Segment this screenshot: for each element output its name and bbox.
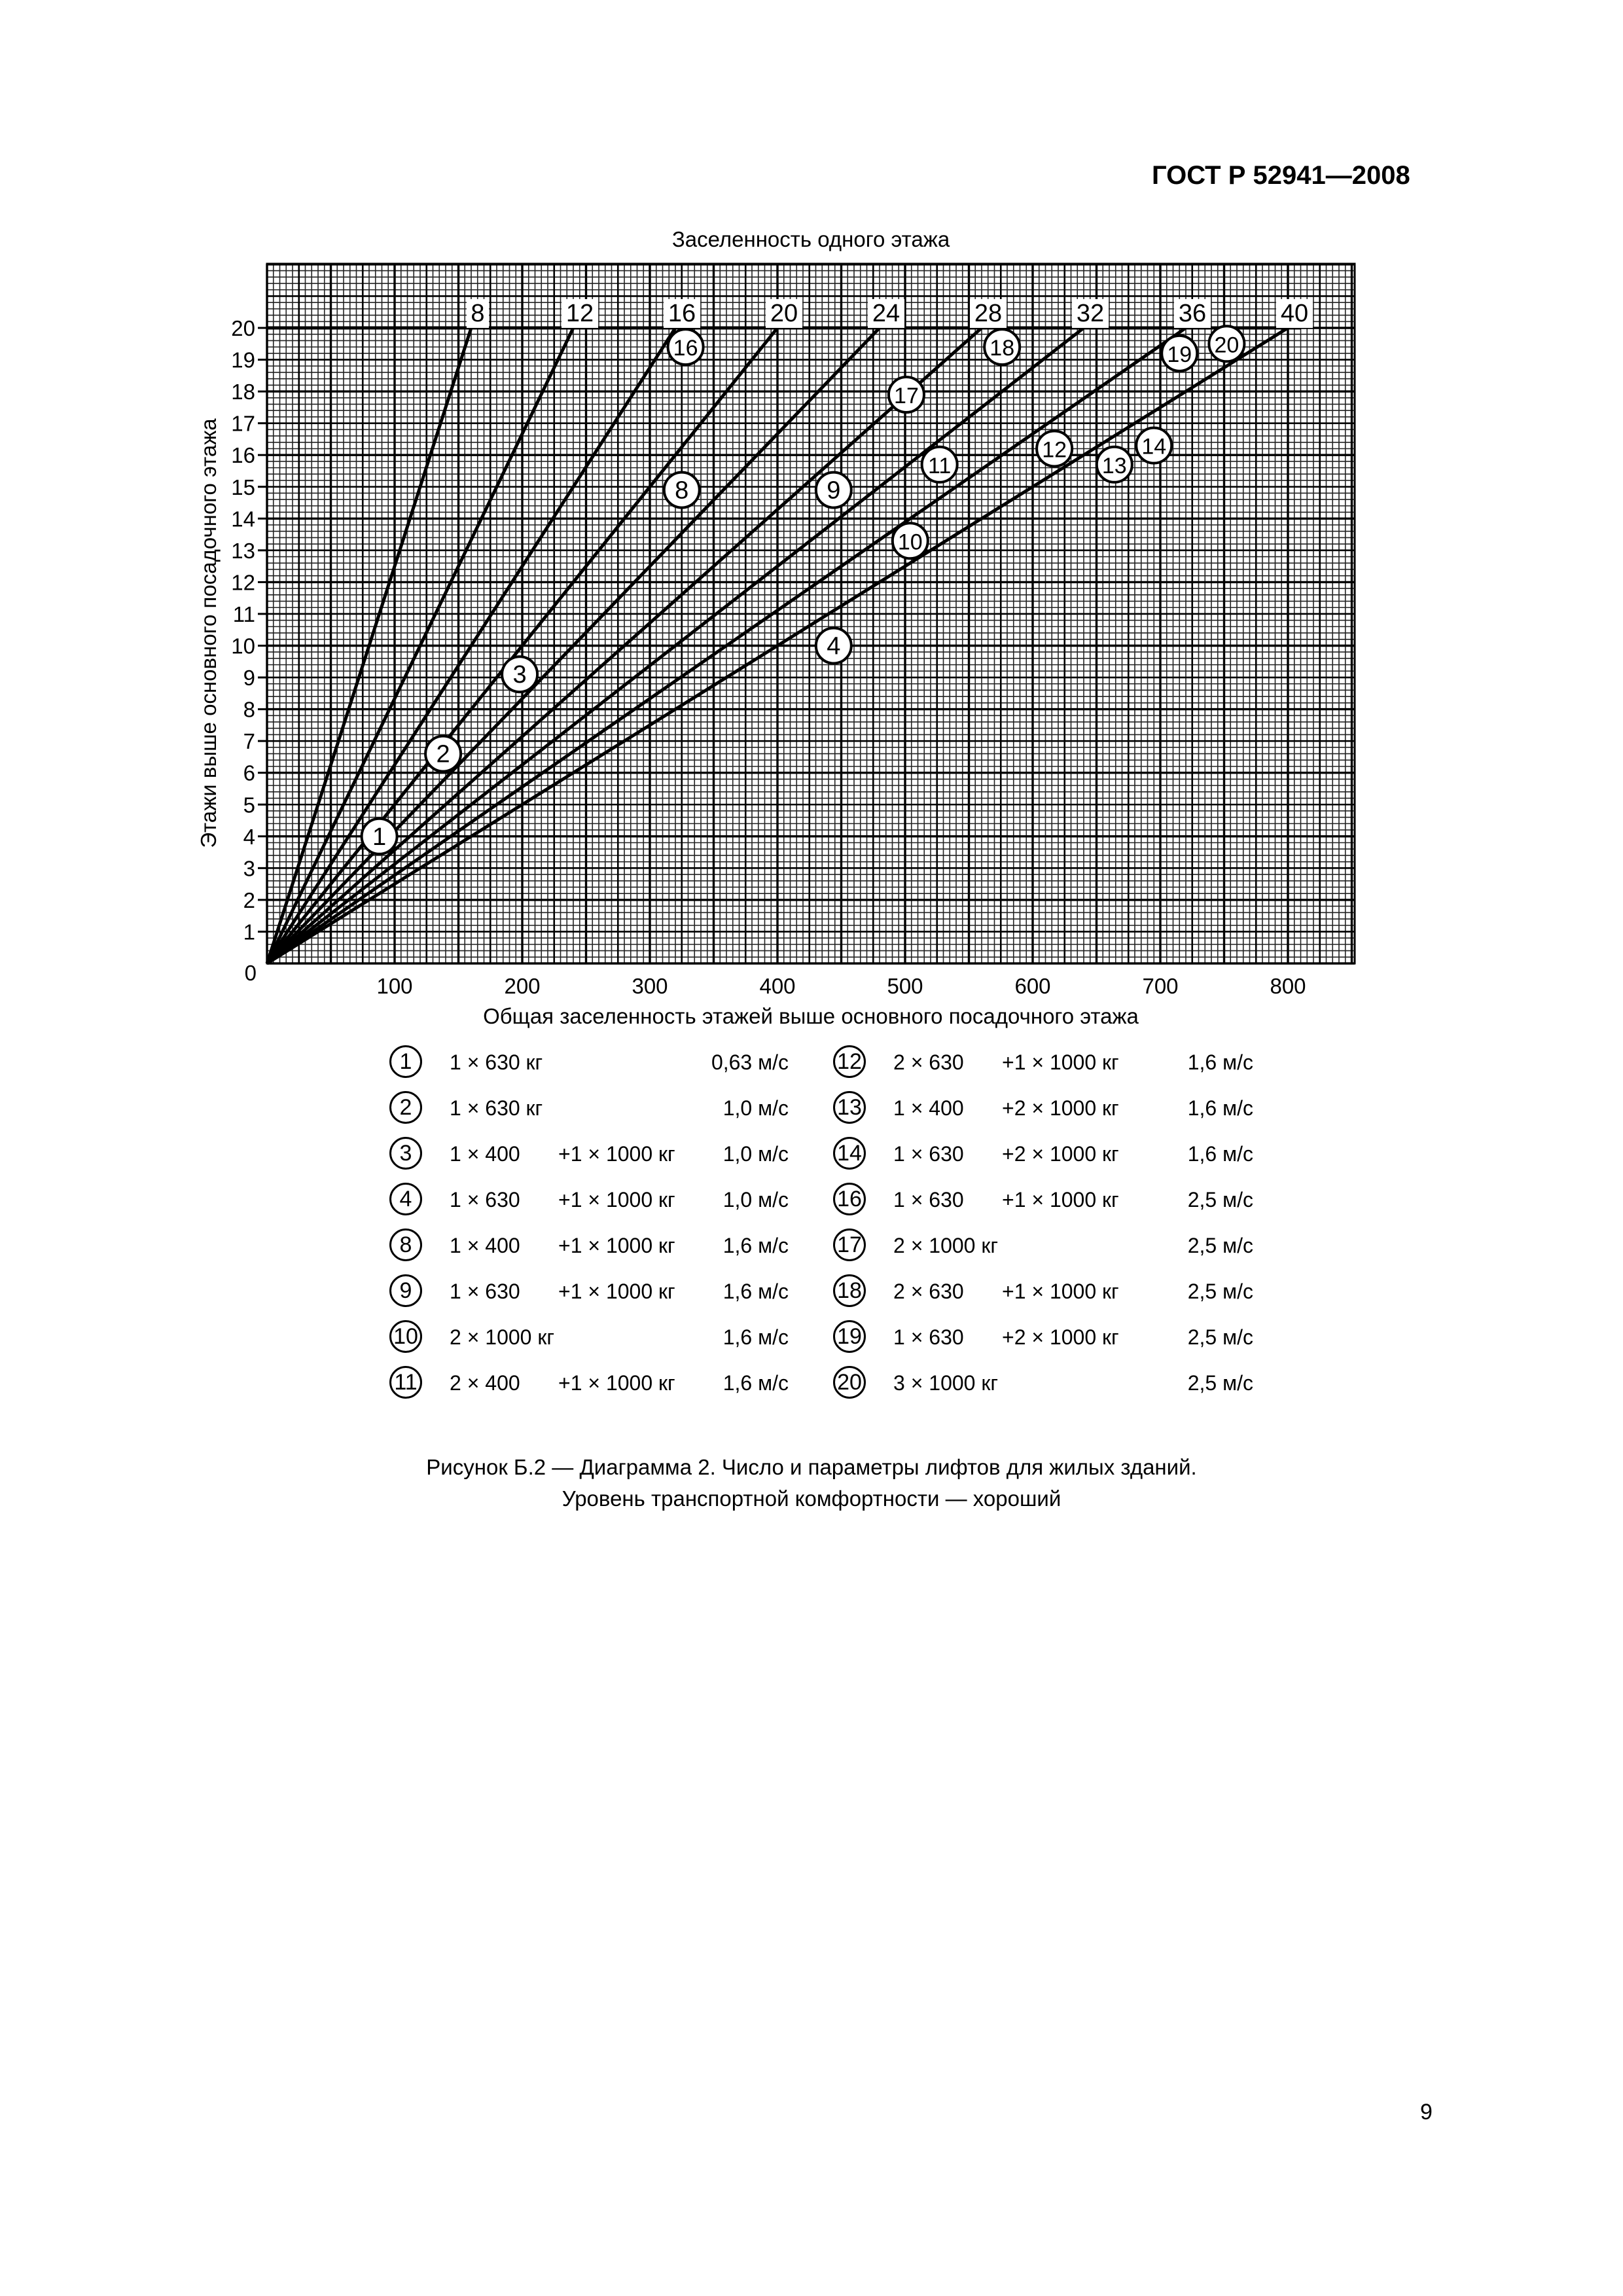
legend-speed: 2,5 м/с (1187, 1280, 1253, 1303)
legend-row (389, 1366, 789, 1412)
y-tick-label: 3 (243, 856, 255, 881)
series-label-16: 16 (668, 300, 696, 327)
legend-config: 1 × 630 (450, 1280, 520, 1303)
legend-row (833, 1091, 1253, 1137)
y-tick-label: 16 (231, 443, 255, 468)
legend-speed: 1,6 м/с (722, 1371, 789, 1395)
chart-title: Заселенность одного этажа (671, 227, 950, 251)
legend-number: 12 (833, 1045, 866, 1078)
legend-number: 17 (833, 1229, 866, 1261)
legend-number: 16 (833, 1183, 866, 1215)
legend-number: 10 (389, 1320, 422, 1353)
series-label-24: 24 (872, 300, 901, 327)
legend-config-extra: +1 × 1000 кг (558, 1371, 675, 1395)
legend-config: 2 × 630 (893, 1050, 964, 1074)
legend-number: 13 (833, 1091, 866, 1124)
y-tick-label: 10 (231, 634, 255, 658)
lift-selection-chart (0, 0, 1623, 1047)
legend-speed: 1,0 м/с (722, 1188, 789, 1211)
legend-column-left (389, 1045, 789, 1412)
legend-config-extra: +1 × 1000 кг (558, 1188, 675, 1211)
zone-marker-label-13: 13 (1101, 453, 1127, 478)
zone-marker-label-8: 8 (675, 476, 689, 505)
legend-config-extra: +1 × 1000 кг (1002, 1050, 1119, 1074)
zone-marker-label-9: 9 (827, 476, 841, 505)
legend-number: 8 (389, 1229, 422, 1261)
series-label-32: 32 (1076, 300, 1105, 327)
zone-marker-label-1: 1 (372, 823, 387, 851)
y-tick-label: 7 (243, 729, 255, 754)
y-tick-label: 12 (231, 570, 255, 595)
legend-speed: 1,6 м/с (1187, 1096, 1253, 1120)
legend-speed: 2,5 м/с (1187, 1325, 1253, 1349)
zone-marker-label-16: 16 (673, 336, 698, 361)
series-label-12: 12 (565, 300, 594, 327)
legend-number: 19 (833, 1320, 866, 1353)
x-tick-label: 100 (376, 974, 413, 998)
y-tick-label: 17 (231, 411, 255, 436)
y-tick-label: 15 (231, 475, 255, 499)
legend-speed: 2,5 м/с (1187, 1371, 1253, 1395)
y-tick-label: 6 (243, 761, 255, 785)
y-tick-label: 14 (231, 507, 255, 531)
standard-designation: ГОСТ Р 52941—2008 (1152, 161, 1410, 190)
legend-config: 2 × 1000 кг (893, 1234, 999, 1257)
legend-row (833, 1183, 1253, 1229)
y-axis-label: Этажи выше основного посадочного этажа (196, 418, 221, 848)
legend-row (389, 1274, 789, 1320)
y-tick-label: 8 (243, 697, 255, 722)
legend-config: 1 × 400 (450, 1234, 520, 1257)
legend-number: 14 (833, 1137, 866, 1170)
zone-marker-label-17: 17 (894, 383, 919, 408)
y-tick-label: 20 (231, 316, 255, 340)
y-tick-label: 4 (243, 824, 255, 849)
series-label-20: 20 (770, 300, 798, 327)
zone-marker-label-3: 3 (512, 661, 527, 689)
x-tick-label: 700 (1142, 974, 1179, 998)
y-tick-label: 19 (231, 348, 255, 372)
legend-speed: 1,0 м/с (722, 1142, 789, 1166)
x-tick-label: 200 (504, 974, 541, 998)
legend-config: 1 × 630 (450, 1188, 520, 1211)
legend-row (389, 1229, 789, 1274)
y-tick-label: 9 (243, 666, 255, 691)
legend-number: 1 (389, 1045, 422, 1078)
legend-number: 3 (389, 1137, 422, 1170)
legend-speed: 1,6 м/с (722, 1325, 789, 1349)
series-label-40: 40 (1280, 300, 1309, 327)
x-tick-label: 600 (1014, 974, 1051, 998)
legend-config-extra: +2 × 1000 кг (1002, 1096, 1119, 1120)
legend-config: 1 × 400 (893, 1096, 964, 1120)
legend-speed: 1,0 м/с (722, 1096, 789, 1120)
zone-marker-label-4: 4 (827, 632, 841, 660)
legend-config-extra: +1 × 1000 кг (558, 1234, 675, 1257)
series-label-36: 36 (1178, 300, 1207, 327)
legend-number: 2 (389, 1091, 422, 1124)
legend-speed: 2,5 м/с (1187, 1234, 1253, 1257)
legend-config: 3 × 1000 кг (893, 1371, 999, 1395)
legend-config: 1 × 630 кг (450, 1096, 543, 1120)
legend-speed: 0,63 м/с (711, 1050, 789, 1074)
legend-speed: 2,5 м/с (1187, 1188, 1253, 1211)
origin-label: 0 (244, 961, 257, 985)
legend-row (389, 1137, 789, 1183)
y-tick-label: 2 (243, 888, 255, 912)
legend-row (833, 1045, 1253, 1091)
legend-number: 20 (833, 1366, 866, 1399)
legend-config-extra: +1 × 1000 кг (1002, 1188, 1119, 1211)
zone-marker-label-18: 18 (990, 336, 1015, 361)
y-tick-label: 18 (231, 380, 255, 404)
legend-column-right (833, 1045, 1253, 1412)
legend-speed: 1,6 м/с (1187, 1050, 1253, 1074)
y-tick-label: 5 (243, 793, 255, 817)
legend-row (389, 1045, 789, 1091)
zone-marker-label-10: 10 (897, 529, 923, 555)
x-tick-label: 500 (887, 974, 923, 998)
x-tick-label: 800 (1270, 974, 1306, 998)
caption-line-2: Уровень транспортной комфортности — хороший (562, 1486, 1061, 1511)
x-axis-label: Общая заселенность этажей выше основного посадочного этажа (483, 1004, 1139, 1028)
figure-caption (0, 1452, 1623, 1515)
legend-config: 2 × 1000 кг (450, 1325, 555, 1349)
legend-row (833, 1229, 1253, 1274)
legend-config: 1 × 630 (893, 1142, 964, 1166)
legend-config-extra: +1 × 1000 кг (1002, 1280, 1119, 1303)
zone-marker-label-11: 11 (928, 453, 952, 478)
zone-marker-label-2: 2 (436, 740, 450, 768)
legend-config: 2 × 400 (450, 1371, 520, 1395)
legend-config-extra: +1 × 1000 кг (558, 1142, 675, 1166)
legend-config-extra: +2 × 1000 кг (1002, 1142, 1119, 1166)
series-label-8: 8 (471, 300, 485, 327)
zone-marker-label-20: 20 (1214, 332, 1240, 358)
series-label-28: 28 (974, 300, 1003, 327)
page-number: 9 (1420, 2100, 1433, 2125)
zone-marker-label-19: 19 (1167, 342, 1192, 367)
legend-speed: 1,6 м/с (722, 1234, 789, 1257)
zone-marker-label-12: 12 (1042, 437, 1067, 463)
legend-row (833, 1274, 1253, 1320)
x-tick-label: 300 (632, 974, 668, 998)
legend-row (389, 1183, 789, 1229)
x-tick-label: 400 (759, 974, 796, 998)
legend-config-extra: +2 × 1000 кг (1002, 1325, 1119, 1349)
legend-config-extra: +1 × 1000 кг (558, 1280, 675, 1303)
legend-config: 1 × 630 кг (450, 1050, 543, 1074)
legend-number: 9 (389, 1274, 422, 1307)
legend-config: 1 × 630 (893, 1325, 964, 1349)
y-tick-label: 1 (243, 920, 255, 944)
legend-number: 4 (389, 1183, 422, 1215)
legend-row (389, 1091, 789, 1137)
legend-row (833, 1137, 1253, 1183)
caption-line-1: Рисунок Б.2 — Диаграмма 2. Число и параметры лифтов для жилых зданий. (426, 1455, 1197, 1479)
legend-number: 18 (833, 1274, 866, 1307)
y-tick-label: 13 (231, 538, 255, 563)
legend-row (833, 1366, 1253, 1412)
legend-config: 1 × 400 (450, 1142, 520, 1166)
legend-speed: 1,6 м/с (722, 1280, 789, 1303)
zone-marker-label-14: 14 (1141, 434, 1167, 459)
y-tick-label: 11 (232, 601, 255, 626)
legend-config: 1 × 630 (893, 1188, 964, 1211)
legend-config: 2 × 630 (893, 1280, 964, 1303)
legend-row (389, 1320, 789, 1366)
legend-row (833, 1320, 1253, 1366)
legend-number: 11 (389, 1366, 422, 1399)
legend-speed: 1,6 м/с (1187, 1142, 1253, 1166)
